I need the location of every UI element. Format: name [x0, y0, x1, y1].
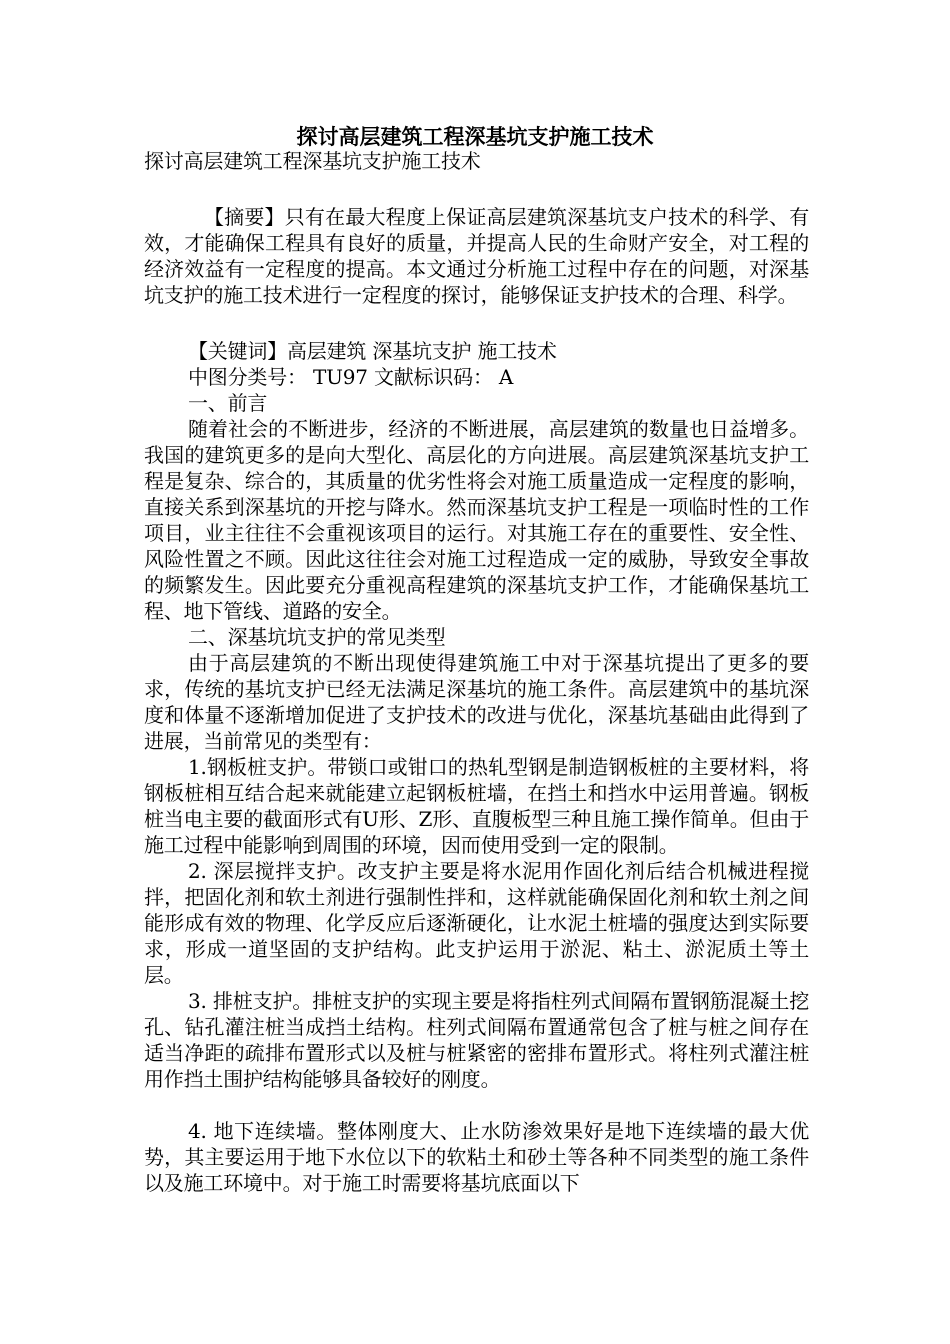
list-item-row-pile: 3. 排桩支护。排桩支护的实现主要是将指柱列式间隔布置钢筋混凝土挖孔、钻孔灌注桩当成挡土结构。柱列式间隔布置通常包含了桩与桩之间存在适当净距的疏排布置形式以及桩与桩紧密的密排布置形式。将柱列式灌注桩用作挡土围护结构能够具备较好的刚度。 [144, 989, 809, 1091]
document-title: 探讨高层建筑工程深基坑支护施工技术 [296, 124, 654, 149]
section-heading-types: 二、深基坑坑支护的常见类型 [188, 625, 446, 649]
section-heading-intro: 一、前言 [188, 391, 268, 415]
list-item-sheet-pile: 1.钢板桩支护。带锁口或钳口的热轧型钢是制造钢板桩的主要材料，将钢板桩相互结合起来就能建立起钢板桩墙，在挡土和挡水中运用普遍。钢板桩当电主要的截面形式有U形、Z形、直腹板型三种且施工操作简单。但由于施工过程中能影响到周围的环境，因而使用受到一定的限制。 [144, 755, 809, 857]
spacer [144, 308, 809, 338]
spacer [144, 1092, 809, 1118]
classification-line: 中图分类号： TU97 文献标识码： A [188, 365, 514, 389]
document-subtitle: 探讨高层建筑工程深基坑支护施工技术 [144, 149, 481, 173]
types-intro-paragraph: 由于高层建筑的不断出现使得建筑施工中对于深基坑提出了更多的要求，传统的基坑支护已经无法满足深基坑的施工条件。高层建筑中的基坑深度和体量不逐渐增加促进了支护技术的改进与优化，深基坑基础由此得到了进展，当前常见的类型有： [144, 651, 809, 753]
intro-paragraph: 随着社会的不断进步，经济的不断进展，高层建筑的数量也日益增多。我国的建筑更多的是向大型化、高层化的方向进展。高层建筑深基坑支护工程是复杂、综合的，其质量的优劣性将会对施工质量造成一定程度的影响，直接关系到深基坑的开挖与降水。然而深基坑支护工程是一项临时性的工作项目，业主往往不会重视该项目的运行。对其施工存在的重要性、安全性、风险性置之不顾。因此这往往会对施工过程造成一定的威胁，导致安全事故的频繁发生。因此要充分重视高程建筑的深基坑支护工作，才能确保基坑工程、地下管线、道路的安全。 [144, 417, 809, 623]
list-item-diaphragm-wall: 4. 地下连续墙。整体刚度大、止水防渗效果好是地下连续墙的最大优势，其主要运用于地下水位以下的软粘土和砂土等各种不同类型的施工条件以及施工环境中。对于施工时需要将基坑底面以下 [144, 1119, 809, 1195]
list-item-deep-mixing: 2. 深层搅拌支护。改支护主要是将水泥用作固化剂后结合机械进程搅拌，把固化剂和软土剂进行强制性拌和，这样就能确保固化剂和软土剂之间能形成有效的物理、化学反应后逐渐硬化，让水泥土桩墙的强度达到实际要求，形成一道坚固的支护结构。此支护运用于淤泥、粘土、淤泥质土等土层。 [144, 859, 809, 987]
abstract-paragraph: 【摘要】只有在最大程度上保证高层建筑深基坑支户技术的科学、有效，才能确保工程具有良好的质量，并提高人民的生命财产安全，对工程的经济效益有一定程度的提高。本文通过分析施工过程中存在的问题，对深基坑支护的施工技术进行一定程度的探讨，能够保证支护技术的合理、科学。 [144, 205, 809, 307]
document-body [144, 148, 809, 1196]
spacer [144, 174, 809, 204]
keywords-line: 【关键词】高层建筑 深基坑支护 施工技术 [188, 339, 557, 363]
